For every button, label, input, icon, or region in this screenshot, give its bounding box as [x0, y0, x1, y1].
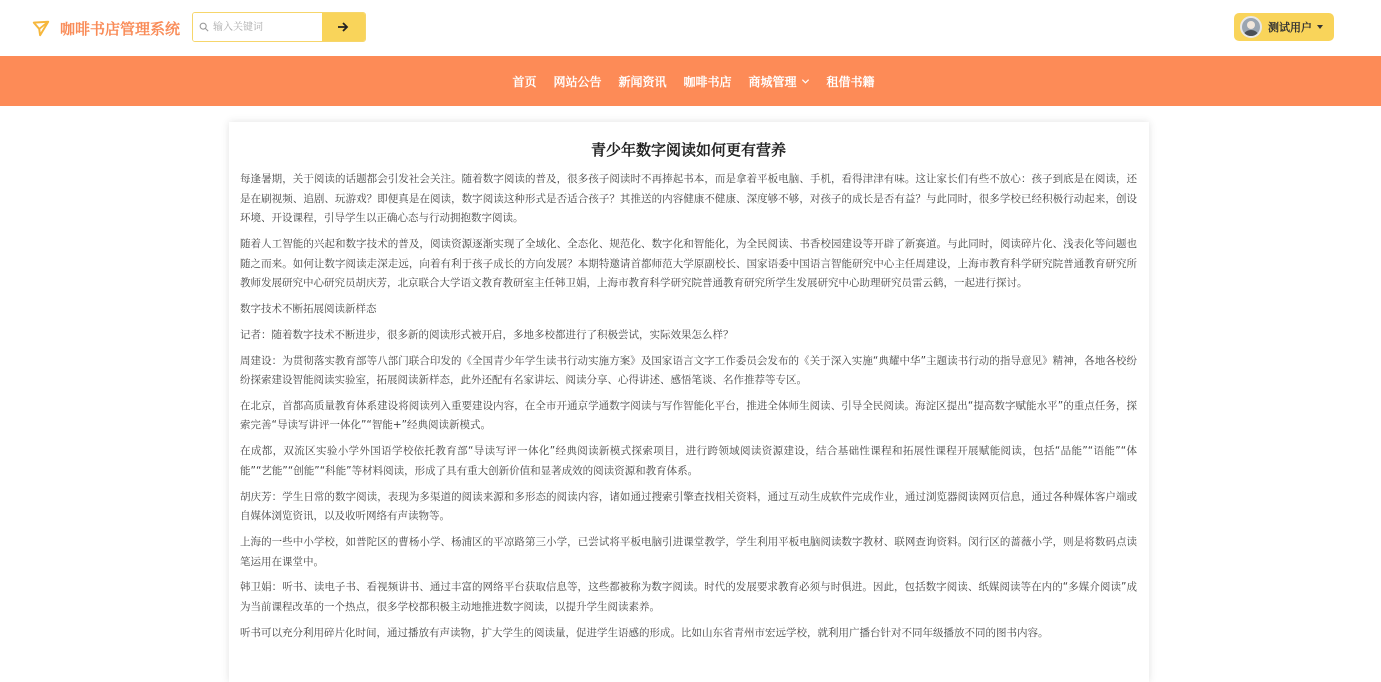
article-paragraph: 听书可以充分利用碎片化时间，通过播放有声读物，扩大学生的阅读量，促进学生语感的形成。比如山东省青州市宏远学校，就利用广播台针对不同年级播放不同的图书内容。: [240, 626, 1049, 639]
article-paragraph: 周建设：为贯彻落实教育部等八部门联合印发的《全国青少年学生读书行动实施方案》及国家语言文字工作委员会发布的《关于深入实施“典耀中华”主题读书行动的指导意见》精神，各地各校纷纷探索建设智能阅读实验室，拓展阅读新样态，此外还配有名家讲坛、阅读分享、心得讲述、感悟笔谈、名作推荐等专区。: [240, 354, 1137, 387]
arrow-right-icon: [337, 21, 349, 33]
chevron-down-icon: [801, 77, 810, 86]
nav-item-coffee-bookstore[interactable]: 咖啡书店: [683, 74, 732, 89]
main-nav: [0, 56, 1381, 106]
article-card: [229, 122, 1149, 682]
user-menu-button[interactable]: [1234, 13, 1334, 41]
nav-item-news[interactable]: 新闻资讯: [618, 74, 667, 89]
article-paragraph: 韩卫娟：听书、读电子书、看视频讲书、通过丰富的网络平台获取信息等，这些都被称为数字阅读。时代的发展要求教育必须与时俱进。因此，包括数字阅读、纸媒阅读等在内的“多媒介阅读”成为当前课程改革的一个热点，很多学校都积极主动地推进数字阅读，以提升学生阅读素养。: [240, 581, 1137, 613]
nav-item-home[interactable]: 首页: [512, 74, 537, 89]
nav-item-book-rental[interactable]: 租借书籍: [826, 74, 875, 89]
top-header: [0, 0, 1381, 56]
article-paragraph: 随着人工智能的兴起和数字技术的普及，阅读资源逐渐实现了全域化、全态化、规范化、数字化和智能化，为全民阅读、书香校园建设等开辟了新赛道。与此同时，阅读碎片化、浅表化等问题也随之而来。如何让数字阅读走深走远，向着有利于孩子成长的方向发展？本期特邀请首都师范大学原副校长、国家语委中国语言智能研究中心主任周建设，上海市教育科学研究院普通教育研究所教师发展研究中心研究员胡庆芳，北京联合大学语文教育教研室主任韩卫娟，上海市教育科学研究院普通教育研究所学生发展研究中心助理研究员雷云鹤，一起进行探讨。: [240, 237, 1137, 290]
article-paragraph: 上海的一些中小学校，如普陀区的曹杨小学、杨浦区的平凉路第三小学，已尝试将平板电脑引进课堂教学，学生利用平板电脑阅读数字教材、联网查询资料。闵行区的蔷薇小学，则是将数码点读笔运用在课堂中。: [240, 536, 1137, 568]
brand[interactable]: [32, 16, 180, 40]
search-input[interactable]: [213, 17, 313, 37]
search-box: [193, 13, 322, 41]
article-subheading: 数字技术不断拓展阅读新样态: [240, 302, 377, 315]
nav-item-mall-management[interactable]: [749, 73, 810, 90]
user-name: 测试用户: [1268, 21, 1312, 34]
search-bar: [192, 12, 366, 42]
paper-plane-icon: [32, 19, 50, 37]
nav-item-label: 商城管理: [748, 74, 797, 89]
search-icon: [199, 22, 209, 32]
article-paragraph: 记者：随着数字技术不断进步，很多新的阅读形式被开启，多地多校都进行了积极尝试，实际效果怎么样？: [240, 328, 734, 341]
article-paragraph: 每逢暑期，关于阅读的话题都会引发社会关注。随着数字阅读的普及，很多孩子阅读时不再捧起书本，而是拿着平板电脑、手机，看得津津有味。这让家长们有些不放心：孩子到底是在阅读，还是在刷视频、追剧、玩游戏？即便真是在阅读，数字阅读这种形式是否适合孩子？其推送的内容健康不健康、深度够不够，对孩子的成长是否有益？与此同时，很多学校已经积极行动起来，创设环境、开设课程，引导学生以正确心态与行动拥抱数字阅读。: [240, 173, 1137, 225]
nav-item-announcements[interactable]: 网站公告: [553, 74, 602, 89]
avatar: [1240, 16, 1262, 38]
article-paragraph: 在北京，首都高质量教育体系建设将阅读列入重要建设内容，在全市开通京学通数字阅读与写作智能化平台，推进全体师生阅读、引导全民阅读。海淀区提出“提高数字赋能水平”的重点任务，探索完善“导读写讲评一体化”“智能+”经典阅读新模式。: [240, 399, 1137, 432]
article-title: 青少年数字阅读如何更有营养: [590, 141, 786, 159]
article-paragraph: 在成都，双流区实验小学外国语学校依托教育部“导读写评一体化”经典阅读新模式探索项目，进行跨领域阅读资源建设，结合基础性课程和拓展性课程开展赋能阅读，包括“品能”“语能”“体能”“艺能”“创能”“科能”等材料阅读，形成了具有重大创新价值和显著成效的阅读资源和教育体系。: [240, 445, 1137, 477]
app-title: 咖啡书店管理系统: [60, 19, 181, 38]
search-button[interactable]: [322, 13, 365, 41]
article-paragraph: 胡庆芳：学生日常的数字阅读，表现为多渠道的阅读来源和多形态的阅读内容，诸如通过搜索引擎查找相关资料，通过互动生成软件完成作业，通过浏览器阅读网页信息，通过各种媒体客户端或自媒体浏览资讯，以及收听网络有声读物等。: [240, 490, 1137, 523]
caret-down-icon: [1317, 25, 1323, 29]
